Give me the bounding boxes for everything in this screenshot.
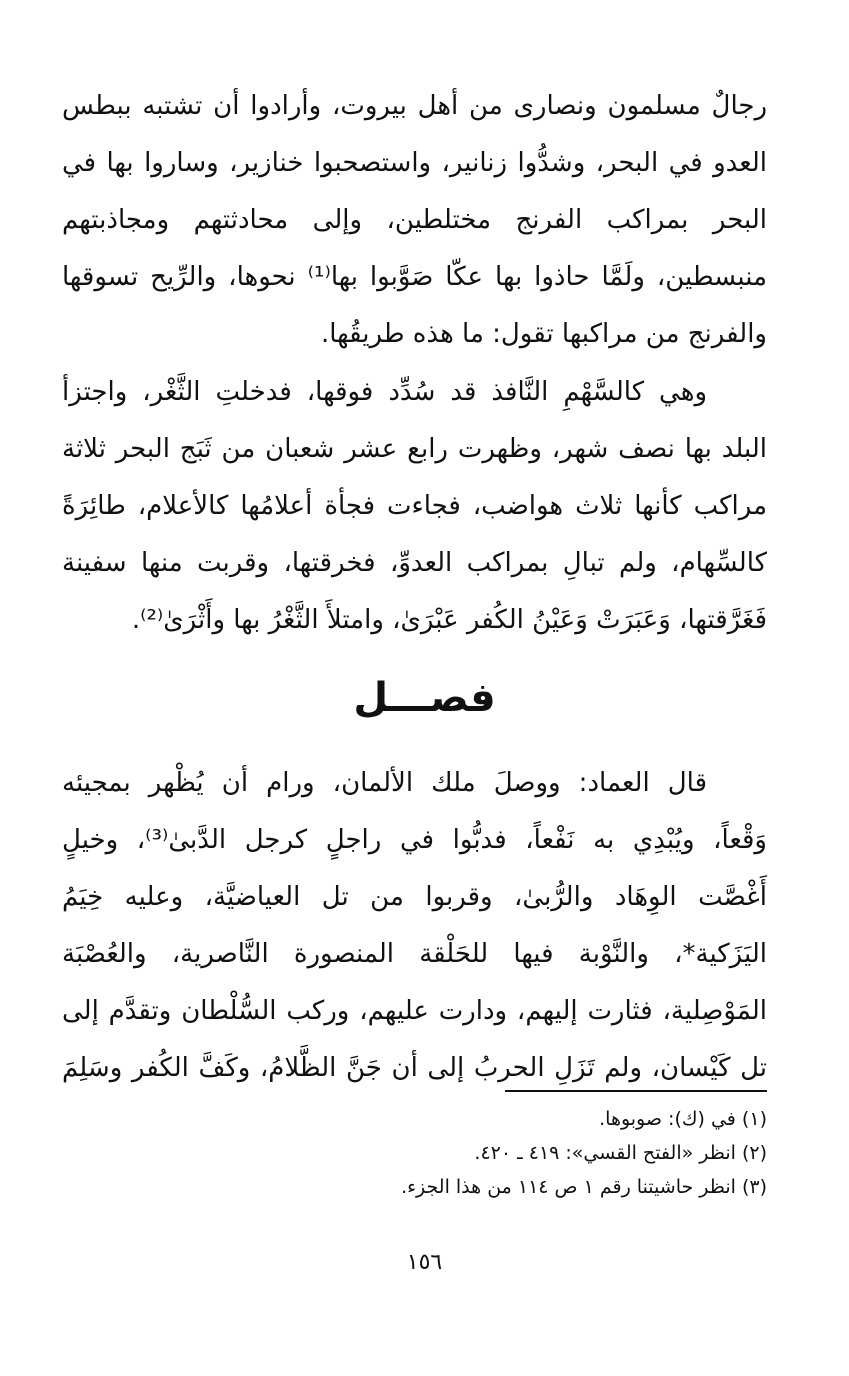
footnote: (١) في (ك): صوبوها. [599,1108,767,1130]
footnote: (٣) انظر حاشيتنا رقم ١ ص ١١٤ من هذا الجزء. [401,1176,767,1198]
text-line: والفرنج من مراكبها تقول: ما هذه طريقُها. [320,319,767,349]
text-line: البحر بمراكب الفرنج مختلطين، وإلى محادثتهم ومجاذبتهم [62,205,767,235]
text-line: تل كَيْسان، ولم تَزَلِ الحربُ إلى أن جَنَّ الظَّلامُ، وكَفَّ الكُفر وسَلِمَ [62,1053,767,1083]
text-line: وَقْعاً، ويُبْدِي به نَفْعاً، فدبُّوا في راجلٍ كرجل الدَّبىٰ⁽³⁾، وخيلٍ [62,825,767,855]
text-line: رجالٌ مسلمون ونصارى من أهل بيروت، وأرادوا أن تشتبه ببطس [62,91,767,121]
text-line: اليَزَكية*، والنَّوْبة فيها للحَلْقة المنصورة النَّاصرية، والعُصْبَة [62,939,767,969]
text-line: منبسطين، ولَمَّا حاذوا بها عكّا صَوَّبوا بها⁽¹⁾ نحوها، والرِّيح تسوقها [62,262,767,292]
text-line: المَوْصِلية، فثارت إليهم، ودارت عليهم، وركب السُّلْطان وتقدَّم إلى [62,996,767,1026]
paragraph-3 [62,755,767,1097]
footnote: (٢) انظر «الفتح القسي»: ٤١٩ ـ ٤٢٠. [474,1142,767,1164]
text-line: أَغْصَّت الوِهَاد والرُّبىٰ، وقربوا من تل العياضيَّة، وعليه خِيَمُ [62,882,767,912]
section-heading: فصـــل [353,675,496,721]
text-line: كالسِّهام، ولم تبالِ بمراكب العدوِّ، فخرقتها، وقربت منها سفينة [62,548,767,578]
text-line: وهي كالسَّهْمِ النَّافذ قد سُدِّد فوقها، فدخلتِ الثَّغْر، واجتزأ [62,377,707,407]
text-line: العدو في البحر، وشدُّوا زنانير، واستصحبوا خنازير، وساروا بها في [62,148,767,178]
footnotes [200,1102,767,1204]
text-line: قال العماد: ووصلَ ملك الألمان، ورام أن يُظْهر بمجيئه [62,768,707,798]
paragraph-1 [62,78,767,363]
paragraph-2 [62,364,767,649]
text-line: فَغَرَّقتها، وَعَبَرَتْ وَعَيْنُ الكُفر عَبْرَىٰ، وامتلأَ الثَّغْرُ بها وأَثْرَىٰ⁽²⁾. [131,605,767,635]
page-number: ١٥٦ [406,1250,443,1275]
footnote-divider [505,1090,767,1092]
text-line: مراكب كأنها ثلاث هواضب، فجاءت فجأة أعلامُها كالأعلام، طائِرَةً [62,491,767,521]
text-line: البلد بها نصف شهر، وظهرت رابع عشر شعبان من ثَبَج البحر ثلاثة [62,434,767,464]
